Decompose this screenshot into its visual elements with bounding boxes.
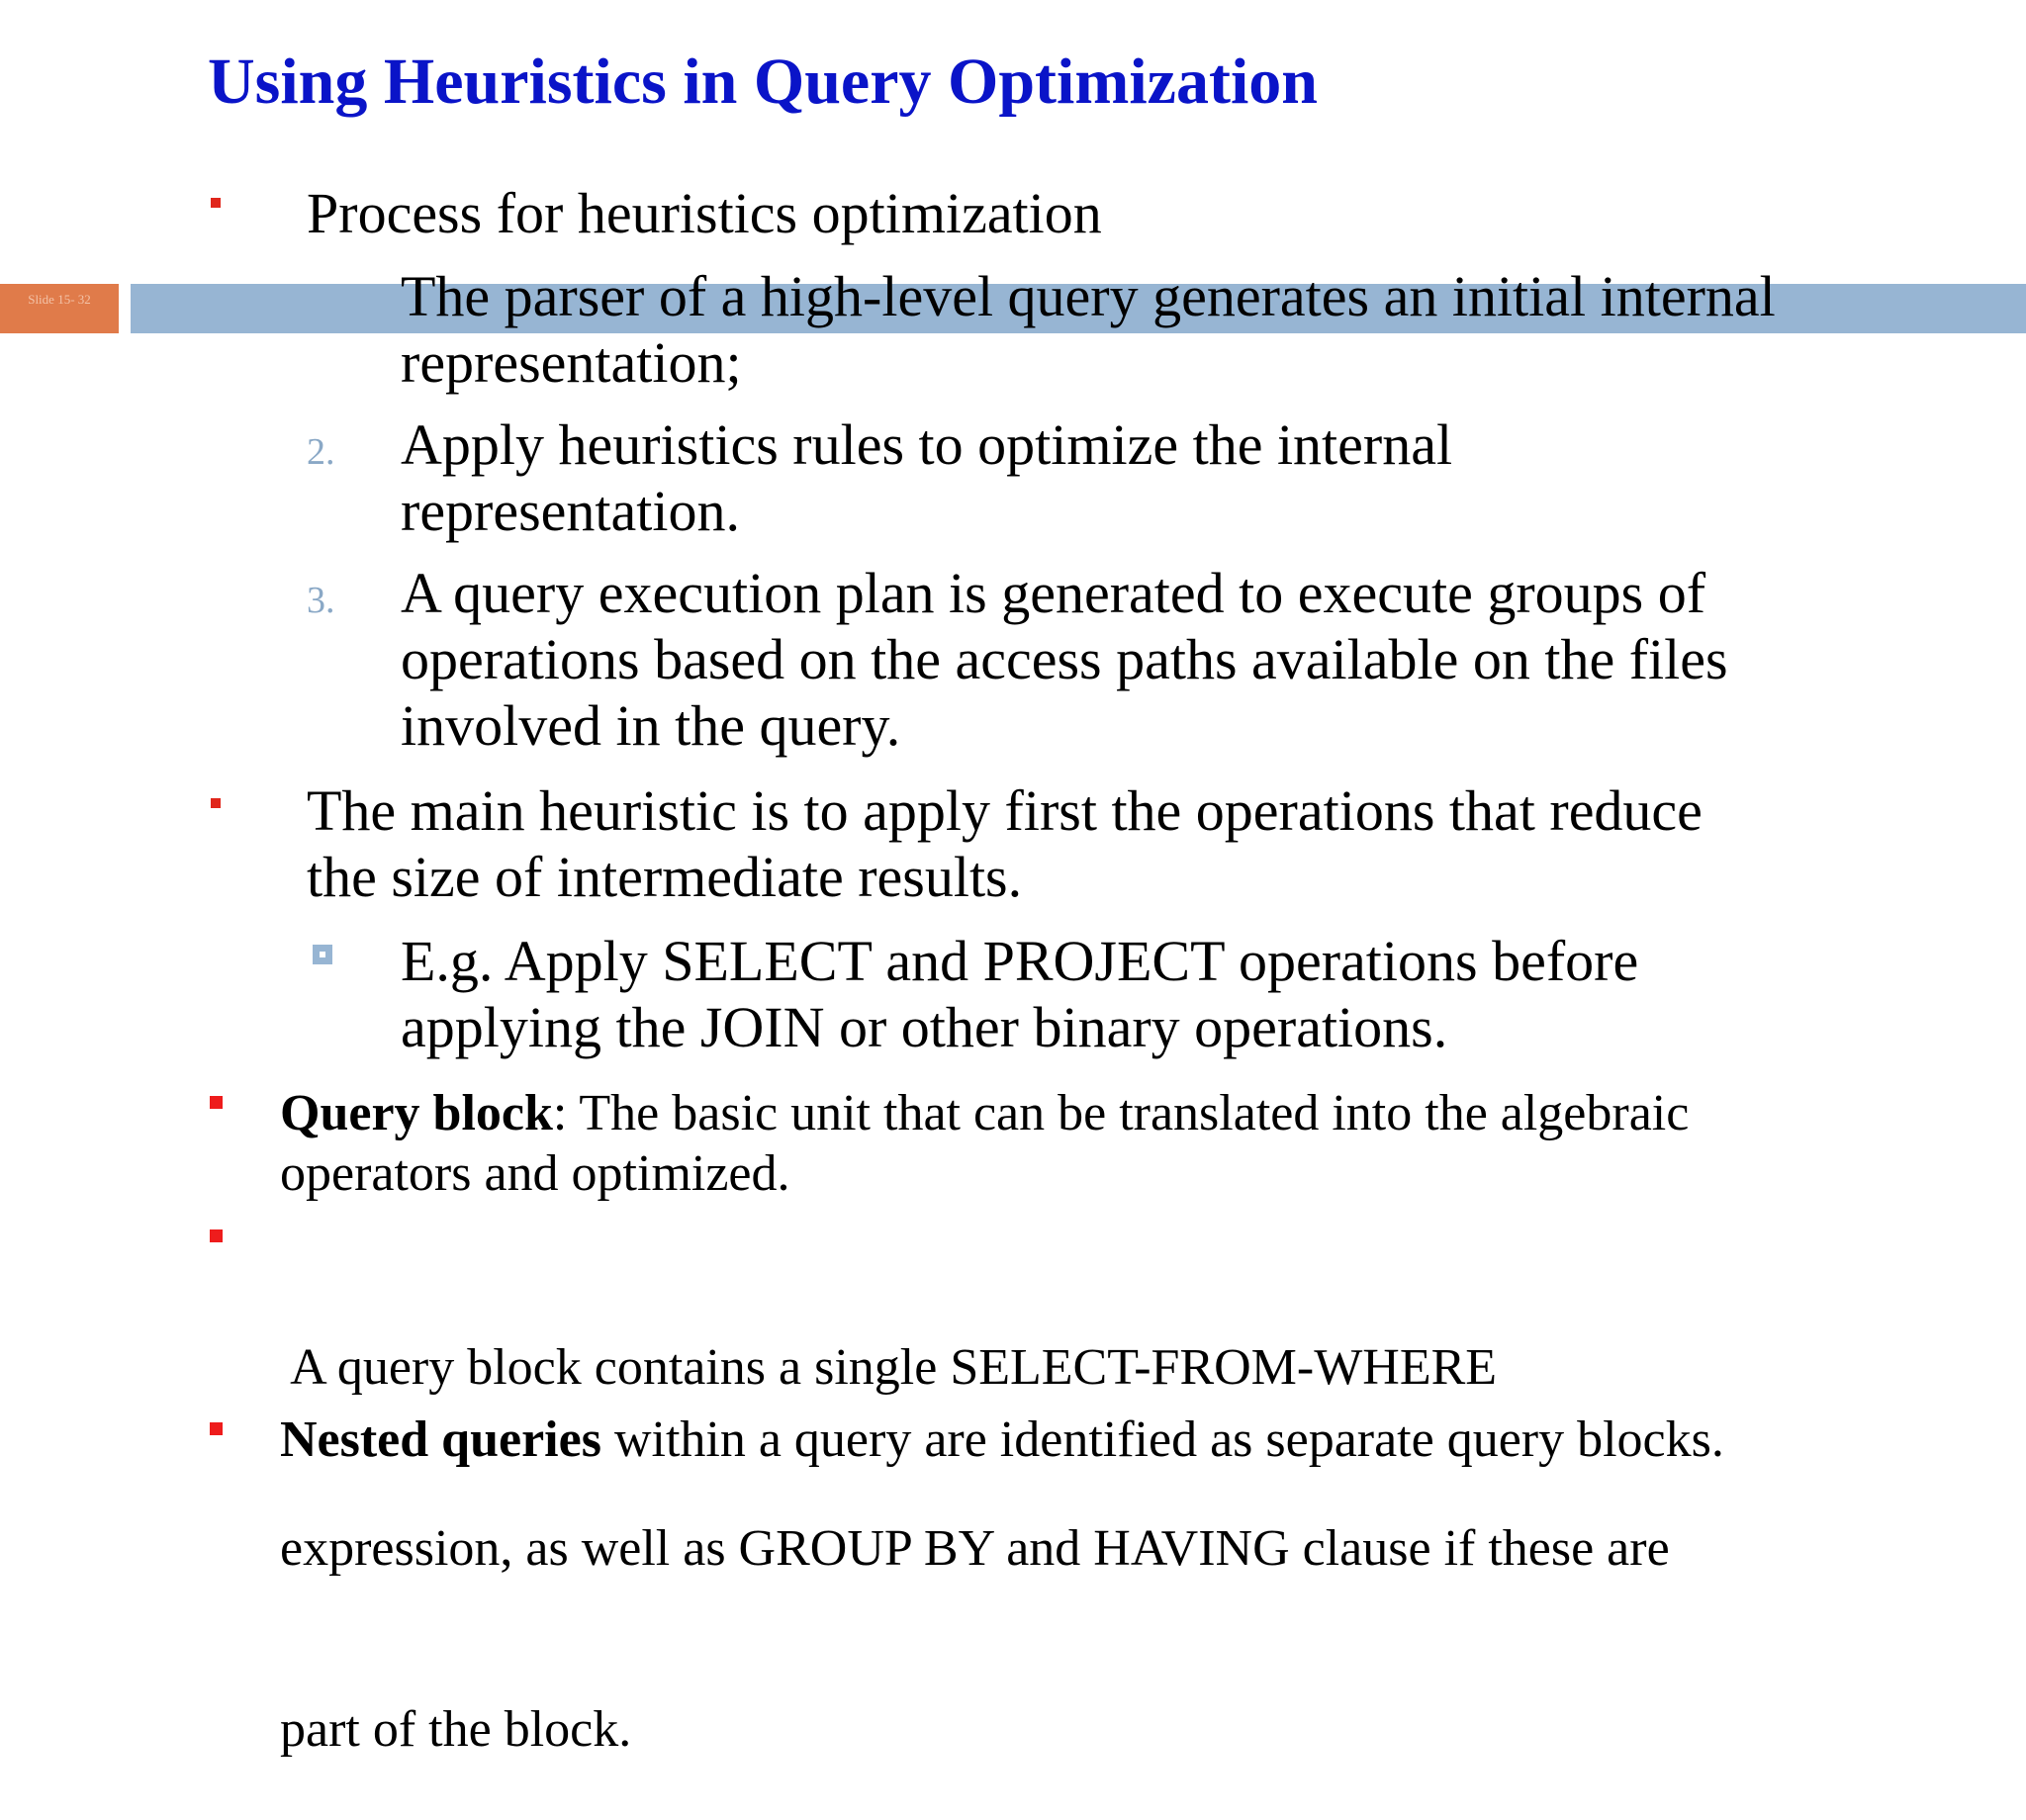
bullet-square-icon [210, 1229, 223, 1242]
query-block-line-1 [280, 1083, 1689, 1143]
main-heuristic-line-1: The main heuristic is to apply first the operations that reduce [307, 778, 1703, 843]
example-line-1: E.g. Apply SELECT and PROJECT operations before [401, 929, 1639, 993]
step-2-line-2: representation. [401, 479, 741, 543]
query-block-term: Query block [280, 1085, 553, 1141]
step-2-line-1: Apply heuristics rules to optimize the internal [401, 412, 1453, 477]
step-3-line-2: operations based on the access paths available on the files [401, 627, 1728, 691]
nested-queries [280, 1410, 1724, 1470]
nested-queries-rest: within a query are identified as separate query blocks. [600, 1411, 1724, 1468]
contents-line-2: expression, as well as GROUP BY and HAVING clause if these are [280, 1520, 1670, 1577]
contents-line-1: A query block contains a single SELECT-FROM-WHERE [280, 1339, 1498, 1396]
step-3-line-1: A query execution plan is generated to execute groups of [401, 561, 1706, 625]
bullet-square-icon [210, 1422, 223, 1435]
bullet-process-text: Process for heuristics optimization [307, 181, 1102, 245]
step-3 [401, 560, 1728, 759]
step-1-line-1: The parser of a high-level query generates an initial internal [401, 264, 1776, 328]
step-2 [401, 411, 1452, 544]
example-line-2: applying the JOIN or other binary operations. [401, 995, 1448, 1059]
query-block-contents [280, 1217, 1670, 1820]
query-block-definition [280, 1083, 1689, 1204]
bullet-main-heuristic [307, 777, 1703, 910]
nested-queries-line [280, 1410, 1724, 1470]
query-block-rest: : The basic unit that can be translated into the algebraic [552, 1085, 1690, 1141]
bullet-square-icon [211, 198, 221, 208]
contents-line-3: part of the block. [280, 1701, 632, 1758]
sub-bullet-example [401, 928, 1638, 1060]
step-2-number: 2. [307, 431, 335, 473]
bullet-square-icon [210, 1096, 223, 1109]
step-1-line-2: representation; [401, 330, 742, 395]
step-1 [401, 263, 1776, 396]
slide-title: Using Heuristics in Query Optimization [208, 46, 1318, 118]
nested-queries-term: Nested queries [280, 1411, 601, 1468]
bullet-square-icon [211, 798, 221, 808]
step-3-number: 3. [307, 580, 335, 621]
hollow-square-icon [313, 945, 332, 964]
main-heuristic-line-2: the size of intermediate results. [307, 845, 1023, 909]
slide-number: Slide 15- 32 [28, 292, 91, 307]
step-3-line-3: involved in the query. [401, 693, 901, 758]
query-block-line-2: operators and optimized. [280, 1145, 790, 1202]
